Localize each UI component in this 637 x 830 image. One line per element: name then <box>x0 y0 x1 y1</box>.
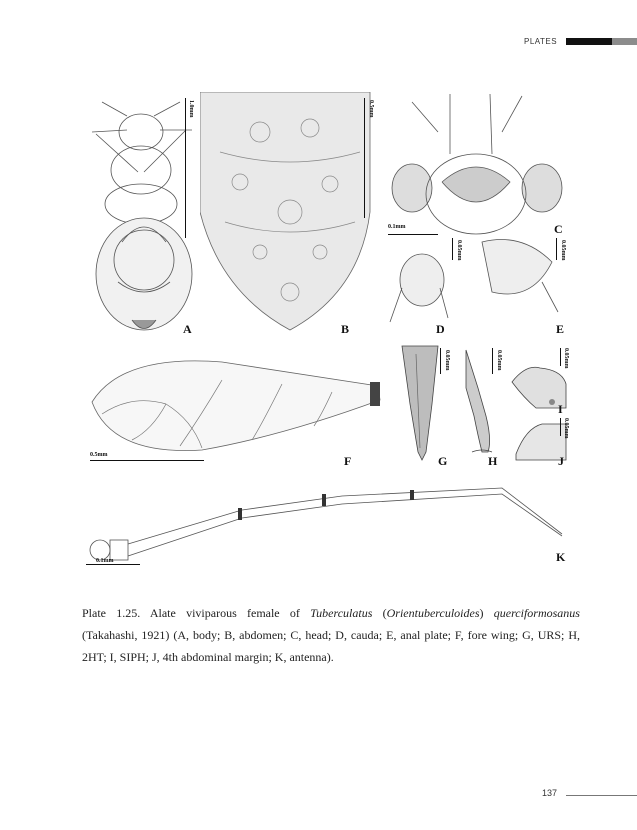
figure-caption <box>82 602 580 668</box>
panel-label-e: E <box>556 322 565 336</box>
scale-bar-a <box>185 98 186 238</box>
panel-label-b: B <box>341 322 350 336</box>
panel-label-f: F <box>344 454 352 468</box>
scale-label-h: 0.05mm <box>496 350 502 371</box>
page-number: 137 <box>542 788 558 798</box>
scale-bar-c-vertical <box>452 238 453 260</box>
antenna-illustration <box>82 478 572 572</box>
scale-label-i: 0.05mm <box>563 348 569 369</box>
footer-rule <box>566 795 637 796</box>
caption-rest: (Takahashi, 1921) (A, body; B, abdomen; C, head; D, cauda; E, anal plate; F, fore wing; G, URS; H, 2HT; I, SIPH; J, 4th abdominal margin; K, antenna). <box>82 628 580 664</box>
panel-g-urs <box>392 344 456 468</box>
caption-species: querciformosanus <box>493 606 580 620</box>
scale-label-c-vertical: 0.05mm <box>456 240 462 261</box>
body-illustration <box>82 92 200 340</box>
caption-subgenus: Orientuberculoides <box>386 606 480 620</box>
panel-h-2ht <box>458 344 504 468</box>
scale-bar-g <box>440 348 441 374</box>
scale-bar-b <box>364 98 365 218</box>
panel-f-fore-wing <box>82 344 382 468</box>
scale-bar-c-horizontal <box>388 234 438 235</box>
panel-label-g: G <box>438 454 448 468</box>
scale-bar-f <box>90 460 204 461</box>
scale-bar-i <box>560 348 561 366</box>
panel-b-abdomen <box>200 92 380 340</box>
panel-k-antenna <box>82 478 572 572</box>
scale-label-g: 0.05mm <box>444 350 450 371</box>
caption-close-paren: ) <box>479 606 494 620</box>
scale-label-a: 1.0mm <box>188 100 194 118</box>
panel-label-c: C <box>554 222 563 236</box>
header-bar-dark <box>566 38 612 45</box>
scale-label-c-horizontal: 0.1mm <box>388 224 406 230</box>
panel-a-body <box>82 92 200 340</box>
caption-open-paren: ( <box>372 606 387 620</box>
panel-label-i: I <box>558 402 563 416</box>
scale-label-f: 0.5mm <box>90 452 108 458</box>
panel-label-h: H <box>488 454 498 468</box>
panel-cde <box>382 92 571 340</box>
panel-label-a: A <box>183 322 192 336</box>
panel-label-k: K <box>556 550 566 564</box>
caption-prefix: Plate 1.25. Alate viviparous female of <box>82 606 311 620</box>
fore-wing-illustration <box>82 344 382 468</box>
scale-label-k: 0.1mm <box>96 558 114 564</box>
caption-genus: Tuberculatus <box>310 606 373 620</box>
abdomen-illustration <box>200 92 380 340</box>
scale-label-j: 0.05mm <box>563 418 569 439</box>
scale-label-e: 0.05mm <box>560 240 566 261</box>
scale-bar-j <box>560 418 561 436</box>
head-cauda-illustration <box>382 92 571 340</box>
panel-label-d: D <box>436 322 445 336</box>
running-header: PLATES <box>524 37 558 46</box>
scale-bar-h <box>492 348 493 374</box>
panel-label-j: J <box>558 454 564 468</box>
scale-bar-k <box>86 564 140 565</box>
header-bar-light <box>612 38 637 45</box>
scale-label-b: 0.5mm <box>368 100 374 118</box>
scale-bar-e <box>556 238 557 260</box>
panel-ij <box>506 344 571 468</box>
